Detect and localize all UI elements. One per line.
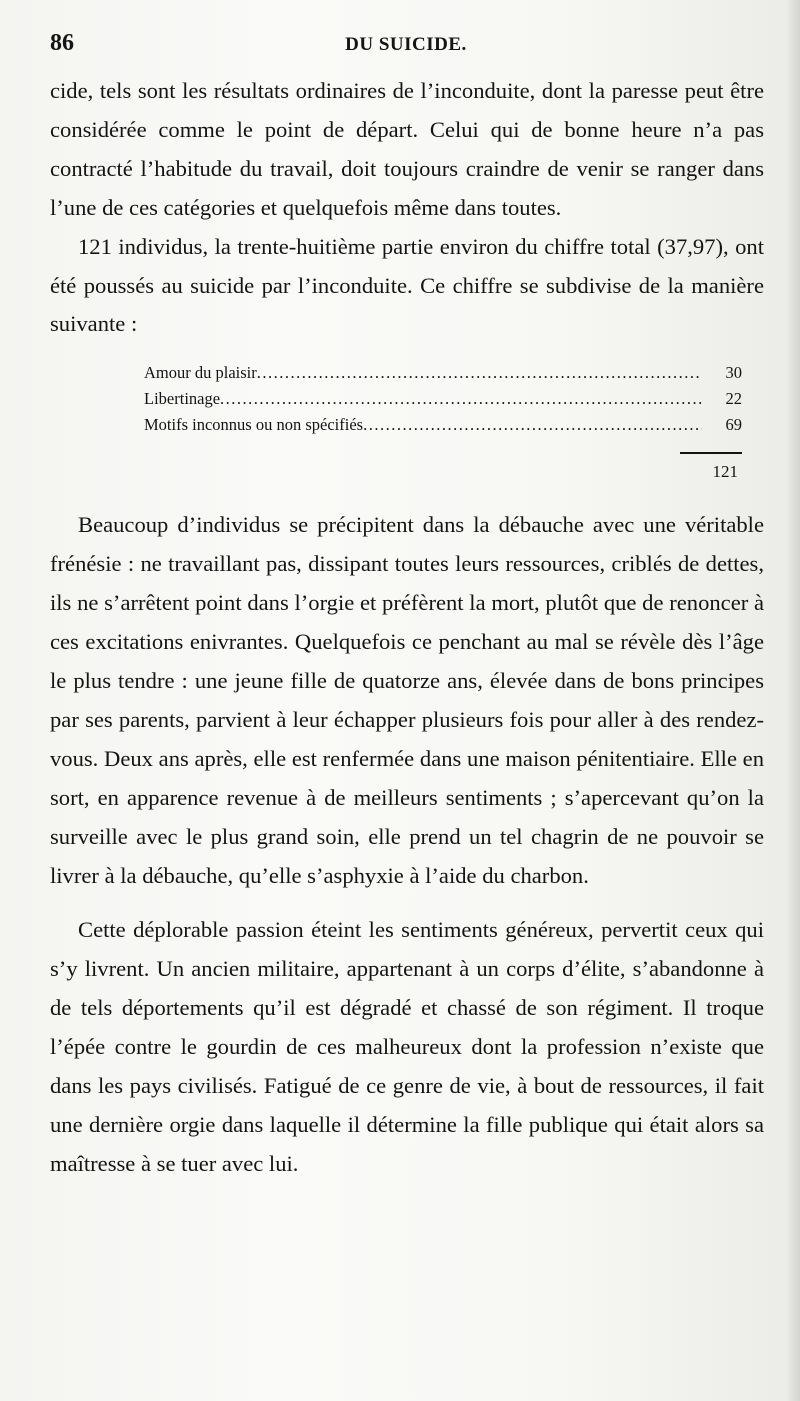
breakdown-row <box>144 412 742 438</box>
breakdown-table <box>144 360 742 486</box>
dot-leader <box>220 386 702 412</box>
total-rule <box>680 452 742 454</box>
paragraph-debauchery: Beaucoup d’individus se précipitent dans la débauche avec une véritable frénésie : ne travaillant pas, dissipant toutes leurs ressources, criblés de dettes, ils ne s’arrêtent point dans l’orgie et préfèrent la mort, plutôt que de renoncer à ces excitations enivrantes. Quelquefois ce penchant au mal se révèle dès l’âge le plus tendre : une jeune fille de quatorze ans, élevée dans de bons principes par ses parents, parvient à leur échapper plusieurs fois pour aller à des rendez-vous. Deux ans après, elle est renfermée dans une maison pénitentiaire. Elle en sort, en apparence revenue à de meilleurs sentiments ; s’apercevant qu’on la surveille avec le plus grand soin, elle prend un tel chagrin de ne pouvoir se livrer à la débauche, qu’elle s’asphyxie à l’aide du charbon. <box>50 512 764 888</box>
page-body <box>50 72 764 1184</box>
paragraph-continuation: cide, tels sont les résultats ordinaires de l’inconduite, dont la paresse peut être considérée comme le point de départ. Celui qui de bonne heure n’a pas contracté l’habitude du travail, doit toujours craindre de venir se ranger dans l’une de ces catégories et quelquefois même dans toutes. <box>50 78 764 220</box>
breakdown-row <box>144 360 742 386</box>
breakdown-label: Amour du plaisir <box>144 363 257 383</box>
breakdown-label: Libertinage <box>144 389 221 409</box>
dot-leader <box>363 412 702 438</box>
breakdown-label: Motifs inconnus ou non spécifiés <box>144 415 364 435</box>
breakdown-value: 30 <box>725 363 742 383</box>
running-head: DU SUICIDE. <box>345 34 467 55</box>
breakdown-value: 69 <box>725 415 742 435</box>
breakdown-row <box>144 386 742 412</box>
paragraph-soldier: Cette déplorable passion éteint les sentiments généreux, pervertit ceux qui s’y livrent. Un ancien militaire, appartenant à un corps d’élite, s’abandonne à de tels déportements qu’il est dégradé et chassé de son régiment. Il troque l’épée contre le gourdin de ces malheureux dont la profession n’existe que dans les pays civilisés. Fatigué de ce genre de vie, à bout de ressources, il fait une dernière orgie dans laquelle il détermine la fille publique qui était alors sa maîtresse à se tuer avec lui. <box>50 917 764 1176</box>
breakdown-value: 22 <box>725 389 742 409</box>
page-header <box>50 30 762 64</box>
page-number: 86 <box>50 30 74 56</box>
dot-leader <box>257 360 702 386</box>
paragraph-statistics-intro: 121 individus, la trente-huitième partie environ du chiffre total (37,97), ont été poussés au suicide par l’inconduite. Ce chiffre se subdivise de la manière suivante : <box>50 233 764 337</box>
page-gutter-shadow <box>786 0 800 1401</box>
breakdown-total: 121 <box>712 462 738 482</box>
